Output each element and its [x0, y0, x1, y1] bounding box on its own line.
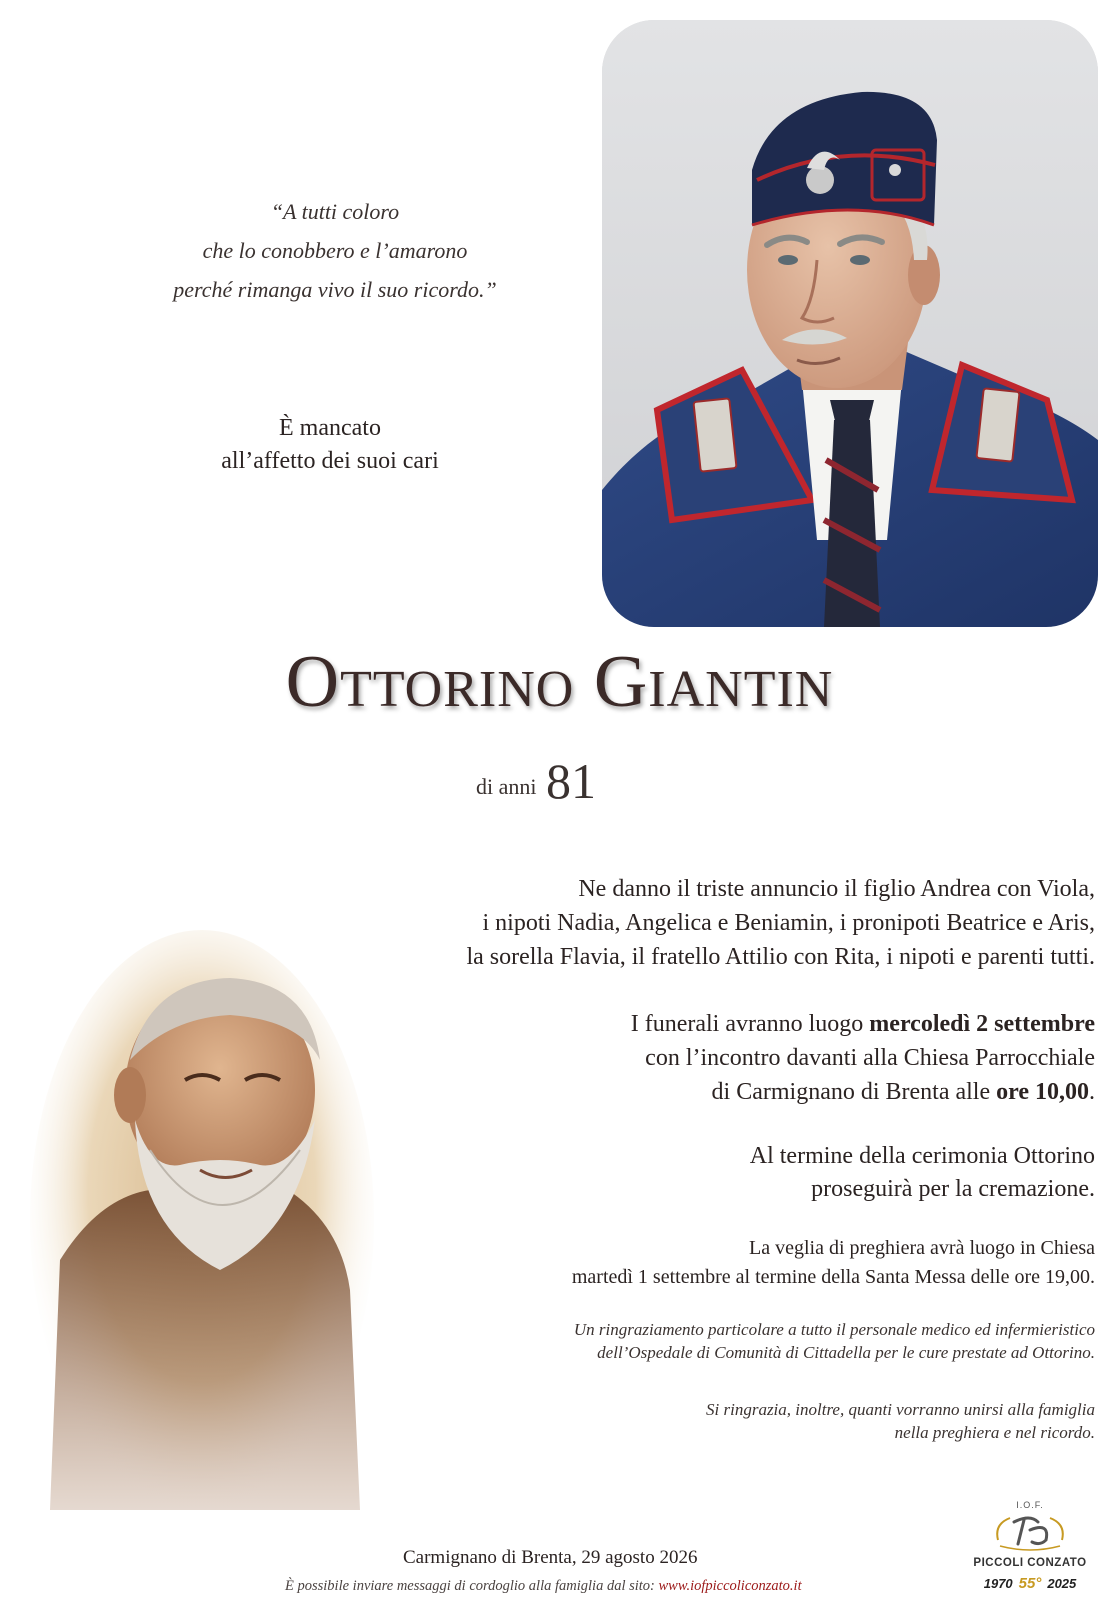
funeral-time: ore 10,00: [996, 1079, 1089, 1105]
thanks-line: Un ringraziamento particolare a tutto il personale medico ed infermieristico: [573, 1320, 1095, 1339]
logo-brand: PICCOLI CONZATO: [973, 1557, 1087, 1569]
website-link[interactable]: www.iofpiccoliconzato.it: [658, 1578, 802, 1594]
announcement-block: [466, 872, 1095, 974]
funeral-home-logo: [970, 1500, 1090, 1592]
funeral-line: [631, 1075, 1095, 1109]
vigil-line: La veglia di preghiera avrà luogo in Chiesa: [749, 1237, 1095, 1259]
cremation-line: proseguirà per la cremazione.: [811, 1176, 1095, 1202]
announcement-line: Ne danno il triste annuncio il figlio Andrea con Viola,: [578, 876, 1095, 902]
age-prefix: di anni: [476, 774, 537, 799]
vigil-line: martedì 1 settembre al termine della Santa Messa delle ore 19,00.: [571, 1266, 1095, 1288]
age-number: 81: [546, 753, 596, 809]
condolence-note: [285, 1578, 802, 1595]
passing-line: È mancato: [279, 415, 381, 441]
deceased-name: Ottorino Giantin: [285, 641, 834, 723]
vigil-block: [572, 1234, 1095, 1292]
thanks-line: nella preghiera e nel ricordo.: [894, 1423, 1095, 1442]
funeral-text: I funerali avranno luogo: [630, 1011, 870, 1037]
announcement-line: i nipoti Nadia, Angelica e Beniamin, i pronipoti Beatrice e Aris,: [482, 910, 1095, 936]
quote-line: che lo conobbero e l’amarono: [202, 238, 468, 263]
anniversary-badge: 55°: [1018, 1575, 1042, 1592]
logo-years: [970, 1575, 1090, 1592]
place-date: Carmignano di Brenta, 29 agosto 2026: [403, 1547, 698, 1568]
logo-iof: I.O.F.: [1016, 1500, 1044, 1510]
quote-line: “A tutti coloro: [270, 199, 400, 224]
cremation-line: Al termine della cerimonia Ottorino: [749, 1143, 1095, 1169]
thanks-line: Si ringrazia, inoltre, quanti vorranno unirsi alla famiglia: [706, 1400, 1095, 1419]
thanks-line: dell’Ospedale di Comunità di Cittadella per le cure prestate ad Ottorino.: [597, 1343, 1095, 1362]
funeral-date: mercoledì 2 settembre: [869, 1011, 1095, 1037]
funeral-line: [631, 1007, 1095, 1041]
cremation-block: [750, 1140, 1095, 1206]
year-end: 2025: [1047, 1576, 1077, 1591]
condolence-text: È possibile inviare messaggi di cordoglio alla famiglia dal sito:: [285, 1578, 659, 1594]
passing-line: all’affetto dei suoi cari: [221, 448, 439, 474]
quote-line: perché rimanga vivo il suo ricordo.”: [173, 277, 497, 302]
funeral-line: con l’incontro davanti alla Chiesa Parrocchiale: [645, 1045, 1095, 1071]
year-start: 1970: [983, 1576, 1013, 1591]
funeral-period: .: [1089, 1079, 1095, 1105]
dedication-quote: [120, 192, 550, 309]
passing-statement: [160, 412, 500, 478]
funeral-block: [631, 1007, 1095, 1109]
announcement-line: la sorella Flavia, il fratello Attilio con Rita, i nipoti e parenti tutti.: [466, 944, 1095, 970]
funeral-text: di Carmignano di Brenta alle: [711, 1079, 997, 1105]
deceased-portrait: [602, 20, 1098, 627]
monogram-icon: [990, 1510, 1070, 1552]
saint-painting: [30, 930, 375, 1510]
thanks-general-block: [706, 1398, 1095, 1444]
thanks-staff-block: [574, 1318, 1095, 1364]
deceased-age: [476, 752, 596, 810]
